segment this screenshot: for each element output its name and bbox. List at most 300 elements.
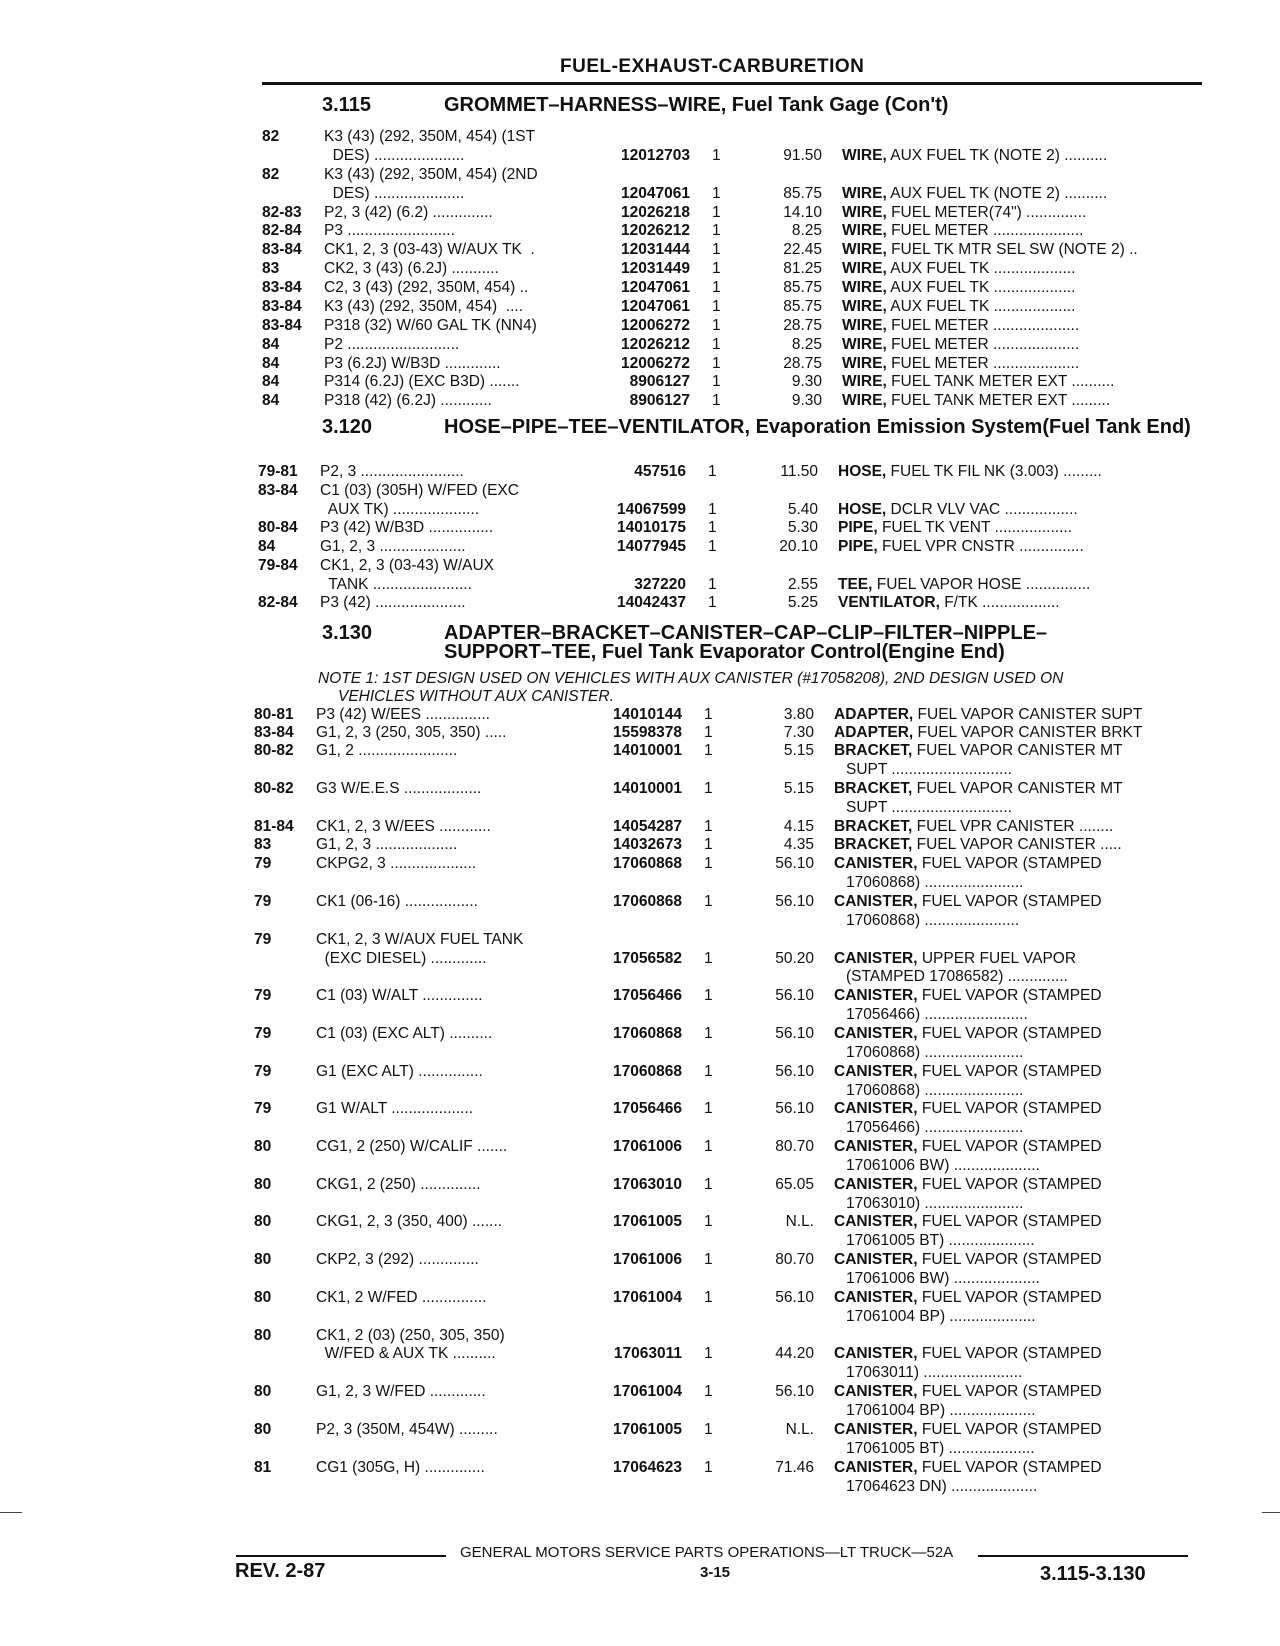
part-type: CANISTER, — [834, 1251, 918, 1268]
price-cell: 65.05 — [775, 1176, 814, 1193]
application-cell: CK2, 3 (43) (6.2J) ........... — [324, 260, 499, 277]
part-number-cell: 327220 — [634, 576, 686, 593]
quantity-cell: 1 — [704, 1138, 713, 1155]
part-type: WIRE, — [842, 392, 887, 409]
quantity-cell: 1 — [712, 373, 721, 390]
part-name-cell — [842, 279, 1212, 298]
quantity-cell: 1 — [704, 836, 713, 853]
part-type: BRACKET, — [834, 742, 913, 759]
part-number-cell: 17060868 — [613, 893, 682, 910]
price-cell: 8.25 — [791, 336, 822, 353]
year-cell: 80 — [254, 1213, 272, 1230]
table-row — [262, 298, 1222, 316]
part-name-cell — [842, 373, 1212, 392]
application-cell: CKPG2, 3 .................... — [316, 855, 477, 872]
quantity-cell: 1 — [712, 185, 721, 202]
part-type: VENTILATOR, — [838, 594, 940, 611]
section-subtitle: Fuel Tank Gage (Con't) — [726, 94, 949, 116]
quantity-cell: 1 — [712, 222, 721, 239]
part-name-cell — [834, 742, 1204, 761]
price-cell: 5.25 — [787, 594, 818, 611]
part-description: FUEL VAPOR (STAMPED — [917, 1345, 1102, 1362]
price-cell: 56.10 — [775, 1383, 814, 1400]
part-type: WIRE, — [842, 373, 887, 390]
quantity-cell: 1 — [712, 260, 721, 277]
part-description: FUEL VAPOR HOSE ............... — [872, 576, 1091, 593]
part-name-cell — [834, 780, 1204, 799]
part-name-cell — [834, 1213, 1204, 1232]
year-cell: 80-84 — [258, 519, 298, 536]
price-cell: 14.10 — [783, 204, 822, 221]
part-description: F/TK .................. — [939, 594, 1060, 611]
application-cell: P3 ......................... — [324, 222, 455, 239]
part-type: CANISTER, — [834, 1421, 918, 1438]
price-cell: 71.46 — [775, 1459, 814, 1476]
part-type: PIPE, — [838, 519, 878, 536]
part-type: WIRE, — [842, 185, 887, 202]
application-cell: P2, 3 ........................ — [320, 463, 464, 480]
quantity-cell: 1 — [712, 279, 721, 296]
year-cell: 79 — [254, 855, 272, 872]
part-description-continued: 17064623 DN) .................... — [846, 1478, 1038, 1495]
section-title: HOSE–PIPE–TEE–VENTILATOR, — [444, 416, 751, 438]
year-cell: 80 — [254, 1289, 272, 1306]
table-row — [262, 336, 1222, 354]
note-line-2: VEHICLES WITHOUT AUX CANISTER. — [338, 688, 614, 705]
application-cell: P3 (6.2J) W/B3D ............. — [324, 355, 501, 372]
year-cell: 80 — [254, 1383, 272, 1400]
price-cell: 4.35 — [783, 836, 814, 853]
part-type: CANISTER, — [834, 1176, 918, 1193]
year-cell: 79 — [254, 893, 272, 910]
part-type: WIRE, — [842, 298, 887, 315]
part-type: BRACKET, — [834, 836, 913, 853]
part-type: ADAPTER, — [834, 724, 914, 741]
table-row — [258, 519, 1218, 537]
part-number-cell: 12031449 — [621, 260, 690, 277]
part-type: CANISTER, — [834, 1383, 918, 1400]
part-number-cell: 17063011 — [613, 1345, 682, 1362]
table-row — [254, 912, 1214, 930]
table-row — [254, 1082, 1214, 1100]
year-cell: 80 — [254, 1176, 272, 1193]
table-row — [254, 1459, 1214, 1477]
part-number-cell: 17061005 — [613, 1421, 682, 1438]
quantity-cell: 1 — [704, 742, 713, 759]
table-row — [258, 501, 1218, 519]
part-name-cell — [834, 1421, 1204, 1440]
application-cell: CG1 (305G, H) .............. — [316, 1459, 485, 1476]
table-row — [262, 204, 1222, 222]
part-number-cell: 12026212 — [621, 336, 690, 353]
part-type: CANISTER, — [834, 1213, 918, 1230]
application-cell: CKG1, 2, 3 (350, 400) ....... — [316, 1213, 503, 1230]
table-row — [254, 1270, 1214, 1288]
year-cell: 82 — [262, 128, 280, 145]
part-name-cell — [834, 1459, 1204, 1478]
section-title: ADAPTER–BRACKET–CANISTER–CAP–CLIP–FILTER–NIPPLE–SUPPORT–TEE, — [444, 622, 1048, 663]
part-description-continued: 17061004 BP) .................... — [846, 1402, 1036, 1419]
price-cell: 3.80 — [783, 706, 814, 723]
application-cell: P2 .......................... — [324, 336, 460, 353]
table-row — [254, 1063, 1214, 1081]
part-name-cell — [842, 392, 1212, 411]
part-type: CANISTER, — [834, 893, 918, 910]
part-description-continued: 17061004 BP) .................... — [846, 1308, 1036, 1325]
price-cell: 28.75 — [783, 317, 822, 334]
part-number-cell: 12026218 — [621, 204, 690, 221]
price-cell: 85.75 — [783, 298, 822, 315]
note-1 — [318, 670, 1198, 706]
part-description-continued: SUPT ............................ — [846, 799, 1012, 816]
part-number-cell: 17064623 — [613, 1459, 682, 1476]
application-cell: C2, 3 (43) (292, 350M, 454) .. — [324, 279, 529, 296]
application-cell: G1, 2, 3 (250, 305, 350) ..... — [316, 724, 507, 741]
part-type: CANISTER, — [834, 1289, 918, 1306]
part-number-cell: 14032673 — [613, 836, 682, 853]
revision-label: REV. 2-87 — [235, 1560, 326, 1582]
quantity-cell: 1 — [704, 1063, 713, 1080]
table-row — [258, 482, 1218, 500]
quantity-cell: 1 — [704, 780, 713, 797]
price-cell: 56.10 — [775, 1100, 814, 1117]
section-number: 3.120 — [322, 416, 373, 438]
part-description-continued: 17063011) ....................... — [846, 1364, 1023, 1381]
part-description: FUEL VAPOR (STAMPED — [917, 1100, 1102, 1117]
quantity-cell: 1 — [712, 241, 721, 258]
table-row — [254, 1044, 1214, 1062]
application-cell: P3 (42) ..................... — [320, 594, 466, 611]
table-row — [254, 855, 1214, 873]
part-description: FUEL METER .................... — [886, 317, 1080, 334]
quantity-cell: 1 — [708, 519, 717, 536]
part-description-continued: 17056466) ........................ — [846, 1006, 1028, 1023]
part-type: WIRE, — [842, 260, 887, 277]
part-description: FUEL VAPOR (STAMPED — [917, 1025, 1102, 1042]
part-description-continued: 17060868) ....................... — [846, 1044, 1024, 1061]
table-row — [254, 724, 1214, 742]
price-cell: 56.10 — [775, 1025, 814, 1042]
application-cell: C1 (03) (EXC ALT) .......... — [316, 1025, 493, 1042]
page-title: FUEL-EXHAUST-CARBURETION — [560, 56, 865, 77]
application-cell: CK1, 2 (03) (250, 305, 350) — [316, 1327, 505, 1344]
price-cell: 56.10 — [775, 893, 814, 910]
part-description: FUEL VAPOR (STAMPED — [917, 855, 1102, 872]
part-description: AUX FUEL TK (NOTE 2) .......... — [886, 185, 1108, 202]
part-type: PIPE, — [838, 538, 878, 555]
application-cell: G1 (EXC ALT) ............... — [316, 1063, 483, 1080]
year-cell: 84 — [262, 392, 280, 409]
table-row — [254, 1383, 1214, 1401]
part-number-cell: 14077945 — [617, 538, 686, 555]
table-row — [258, 557, 1218, 575]
quantity-cell: 1 — [704, 1383, 713, 1400]
part-description: FUEL VAPOR (STAMPED — [917, 893, 1102, 910]
application-cell: G1, 2, 3 .................... — [320, 538, 466, 555]
part-description: FUEL VAPOR (STAMPED — [917, 1213, 1102, 1230]
year-cell: 83 — [262, 260, 280, 277]
part-type: CANISTER, — [834, 950, 918, 967]
table-row — [262, 260, 1222, 278]
part-number-cell: 17061005 — [613, 1213, 682, 1230]
page-number: 3-15 — [700, 1564, 731, 1581]
part-description-continued: 17060868) ....................... — [846, 1082, 1024, 1099]
part-type: CANISTER, — [834, 1063, 918, 1080]
application-cell: K3 (43) (292, 350M, 454) (1ST — [324, 128, 536, 145]
note-line-1: NOTE 1: 1ST DESIGN USED ON VEHICLES WITH AUX CANISTER (#17058208), 2ND DESIGN USED ON — [318, 670, 1064, 687]
table-row — [254, 874, 1214, 892]
price-cell: 80.70 — [775, 1138, 814, 1155]
year-cell: 80-81 — [254, 706, 294, 723]
part-name-cell — [834, 855, 1204, 874]
year-cell: 79 — [254, 931, 272, 948]
price-cell: 5.15 — [783, 780, 814, 797]
part-description: FUEL VAPOR CANISTER BRKT — [913, 724, 1143, 741]
table-row — [262, 317, 1222, 335]
price-cell: 85.75 — [783, 279, 822, 296]
application-cell: C1 (03) W/ALT .............. — [316, 987, 483, 1004]
part-name-cell — [834, 1345, 1204, 1364]
application-cell: K3 (43) (292, 350M, 454) (2ND — [324, 166, 538, 183]
part-description-continued: 17061005 BT) .................... — [846, 1440, 1035, 1457]
application-cell: P2, 3 (350M, 454W) ......... — [316, 1421, 498, 1438]
table-row — [254, 1402, 1214, 1420]
part-description: FUEL METER .................... — [886, 355, 1080, 372]
part-number-cell: 8906127 — [629, 392, 690, 409]
part-number-cell: 17061004 — [613, 1289, 682, 1306]
quantity-cell: 1 — [704, 1176, 713, 1193]
year-cell: 84 — [262, 373, 280, 390]
part-name-cell — [842, 204, 1212, 223]
table-row — [254, 1289, 1214, 1307]
table-row — [258, 538, 1218, 556]
part-description-continued: SUPT ............................ — [846, 761, 1012, 778]
part-description: FUEL VPR CANISTER ........ — [912, 818, 1114, 835]
price-cell: 56.10 — [775, 855, 814, 872]
price-cell: N.L. — [785, 1421, 814, 1438]
part-name-cell — [834, 1138, 1204, 1157]
part-name-cell — [842, 317, 1212, 336]
part-description: FUEL TK VENT .................. — [877, 519, 1073, 536]
part-description: FUEL VAPOR (STAMPED — [917, 1421, 1102, 1438]
part-name-cell — [838, 538, 1208, 557]
application-cell: G1, 2, 3 ................... — [316, 836, 458, 853]
section-subtitle: Fuel Tank Evaporator Control(Engine End) — [596, 641, 1005, 663]
table-row — [254, 1213, 1214, 1231]
part-number-cell: 17060868 — [613, 1025, 682, 1042]
part-number-cell: 12047061 — [621, 279, 690, 296]
part-description: AUX FUEL TK (NOTE 2) .......... — [886, 147, 1108, 164]
price-cell: 56.10 — [775, 1063, 814, 1080]
price-cell: 56.10 — [775, 987, 814, 1004]
part-description: FUEL VAPOR (STAMPED — [917, 987, 1102, 1004]
price-cell: 56.10 — [775, 1289, 814, 1306]
section-number: 3.115 — [322, 94, 371, 116]
application-cell: CG1, 2 (250) W/CALIF ....... — [316, 1138, 508, 1155]
quantity-cell: 1 — [712, 298, 721, 315]
year-cell: 83-84 — [262, 317, 302, 334]
part-type: WIRE, — [842, 204, 887, 221]
section-range: 3.115-3.130 — [1040, 1563, 1146, 1585]
part-type: WIRE, — [842, 241, 887, 258]
application-cell: G1, 2, 3 W/FED ............. — [316, 1383, 486, 1400]
application-cell: K3 (43) (292, 350M, 454) .... — [324, 298, 524, 315]
part-number-cell: 17061006 — [613, 1138, 682, 1155]
application-cell: CK1, 2, 3 (03-43) W/AUX — [320, 557, 495, 574]
part-type: CANISTER, — [834, 1459, 918, 1476]
part-name-cell — [842, 147, 1212, 166]
table-row — [258, 594, 1218, 612]
year-cell: 81-84 — [254, 818, 294, 835]
quantity-cell: 1 — [704, 1345, 713, 1362]
quantity-cell: 1 — [704, 1213, 713, 1230]
table-row — [254, 968, 1214, 986]
year-cell: 83-84 — [258, 482, 298, 499]
part-name-cell — [842, 336, 1212, 355]
part-type: CANISTER, — [834, 1025, 918, 1042]
quantity-cell: 1 — [708, 501, 717, 518]
quantity-cell: 1 — [708, 576, 717, 593]
table-row — [258, 576, 1218, 594]
part-number-cell: 17056582 — [613, 950, 682, 967]
year-cell: 79 — [254, 1025, 272, 1042]
quantity-cell: 1 — [704, 818, 713, 835]
price-cell: 81.25 — [783, 260, 822, 277]
year-cell: 79 — [254, 1063, 272, 1080]
top-rule — [262, 82, 1202, 85]
price-cell: 91.50 — [783, 147, 822, 164]
table-row — [254, 1327, 1214, 1345]
part-name-cell — [842, 355, 1212, 374]
part-name-cell — [834, 893, 1204, 912]
part-description: FUEL TK MTR SEL SW (NOTE 2) .. — [886, 241, 1138, 258]
part-description: FUEL METER ..................... — [886, 222, 1084, 239]
price-cell: 22.45 — [783, 241, 822, 258]
application-cell: TANK ....................... — [320, 576, 472, 593]
part-description-continued: 17060868) ....................... — [846, 874, 1024, 891]
part-description: FUEL VAPOR (STAMPED — [917, 1251, 1102, 1268]
table-row — [262, 185, 1222, 203]
part-type: WIRE, — [842, 147, 887, 164]
table-row — [254, 1232, 1214, 1250]
application-cell: DES) ..................... — [324, 147, 465, 164]
table-row — [254, 836, 1214, 854]
part-number-cell: 12006272 — [621, 355, 690, 372]
table-row — [262, 147, 1222, 165]
year-cell: 79 — [254, 987, 272, 1004]
application-cell: CK1 (06-16) ................. — [316, 893, 478, 910]
application-cell: (EXC DIESEL) ............. — [316, 950, 487, 967]
part-description-continued: 17061006 BW) .................... — [846, 1270, 1040, 1287]
part-type: BRACKET, — [834, 818, 913, 835]
part-name-cell — [834, 818, 1204, 837]
part-type: HOSE, — [838, 501, 887, 518]
quantity-cell: 1 — [704, 950, 713, 967]
price-cell: N.L. — [785, 1213, 814, 1230]
table-row — [254, 931, 1214, 949]
part-name-cell — [838, 594, 1208, 613]
part-name-cell — [834, 706, 1204, 725]
part-description: FUEL METER(74") .............. — [886, 204, 1087, 221]
table-row — [254, 1308, 1214, 1326]
part-description: FUEL VAPOR (STAMPED — [917, 1459, 1102, 1476]
year-cell: 82-83 — [262, 204, 302, 221]
table-row — [254, 799, 1214, 817]
table-row — [254, 1478, 1214, 1496]
year-cell: 83-84 — [262, 298, 302, 315]
part-name-cell — [838, 519, 1208, 538]
part-name-cell — [842, 298, 1212, 317]
part-description: DCLR VLV VAC ................. — [886, 501, 1078, 518]
table-row — [254, 893, 1214, 911]
application-cell: CK1, 2, 3 W/AUX FUEL TANK — [316, 931, 524, 948]
price-cell: 80.70 — [775, 1251, 814, 1268]
table-row — [254, 1176, 1214, 1194]
part-description: FUEL VAPOR CANISTER ..... — [912, 836, 1122, 853]
part-number-cell: 14042437 — [617, 594, 686, 611]
table-row — [254, 706, 1214, 724]
year-cell: 79-84 — [258, 557, 298, 574]
application-cell: P2, 3 (42) (6.2) .............. — [324, 204, 493, 221]
part-number-cell: 17060868 — [613, 855, 682, 872]
part-name-cell — [834, 950, 1204, 969]
table-row — [262, 392, 1222, 410]
application-cell: AUX TK) .................... — [320, 501, 480, 518]
part-number-cell: 17061006 — [613, 1251, 682, 1268]
year-cell: 80 — [254, 1138, 272, 1155]
part-name-cell — [842, 185, 1212, 204]
application-cell: C1 (03) (305H) W/FED (EXC — [320, 482, 519, 499]
part-type: CANISTER, — [834, 855, 918, 872]
part-number-cell: 17061004 — [613, 1383, 682, 1400]
part-type: HOSE, — [838, 463, 887, 480]
part-type: CANISTER, — [834, 1100, 918, 1117]
part-description-continued: 17056466) ....................... — [846, 1119, 1024, 1136]
application-cell: DES) ..................... — [324, 185, 465, 202]
part-number-cell: 14067599 — [617, 501, 686, 518]
part-number-cell: 17063010 — [613, 1176, 682, 1193]
part-name-cell — [834, 1251, 1204, 1270]
part-description: FUEL VAPOR (STAMPED — [917, 1138, 1102, 1155]
part-number-cell: 14054287 — [613, 818, 682, 835]
part-type: ADAPTER, — [834, 706, 914, 723]
table-row — [254, 780, 1214, 798]
application-cell: P318 (42) (6.2J) ............ — [324, 392, 492, 409]
part-name-cell — [838, 463, 1208, 482]
part-description: FUEL VAPOR (STAMPED — [917, 1063, 1102, 1080]
quantity-cell: 1 — [704, 1251, 713, 1268]
quantity-cell: 1 — [704, 706, 713, 723]
quantity-cell: 1 — [704, 987, 713, 1004]
quantity-cell: 1 — [712, 355, 721, 372]
quantity-cell: 1 — [712, 147, 721, 164]
part-description-continued: 17060868) ...................... — [846, 912, 1020, 929]
quantity-cell: 1 — [708, 463, 717, 480]
application-cell: P3 (42) W/B3D ............... — [320, 519, 494, 536]
table-row — [254, 1119, 1214, 1137]
quantity-cell: 1 — [704, 893, 713, 910]
price-cell: 9.30 — [791, 392, 822, 409]
part-number-cell: 17060868 — [613, 1063, 682, 1080]
year-cell: 80-82 — [254, 742, 294, 759]
footer-rule-left — [236, 1555, 446, 1557]
part-number-cell: 17056466 — [613, 1100, 682, 1117]
table-row — [262, 355, 1222, 373]
table-row — [254, 1345, 1214, 1363]
table-row — [262, 241, 1222, 259]
part-description-continued: (STAMPED 17086582) .............. — [846, 968, 1068, 985]
part-description: FUEL VAPOR (STAMPED — [917, 1176, 1102, 1193]
